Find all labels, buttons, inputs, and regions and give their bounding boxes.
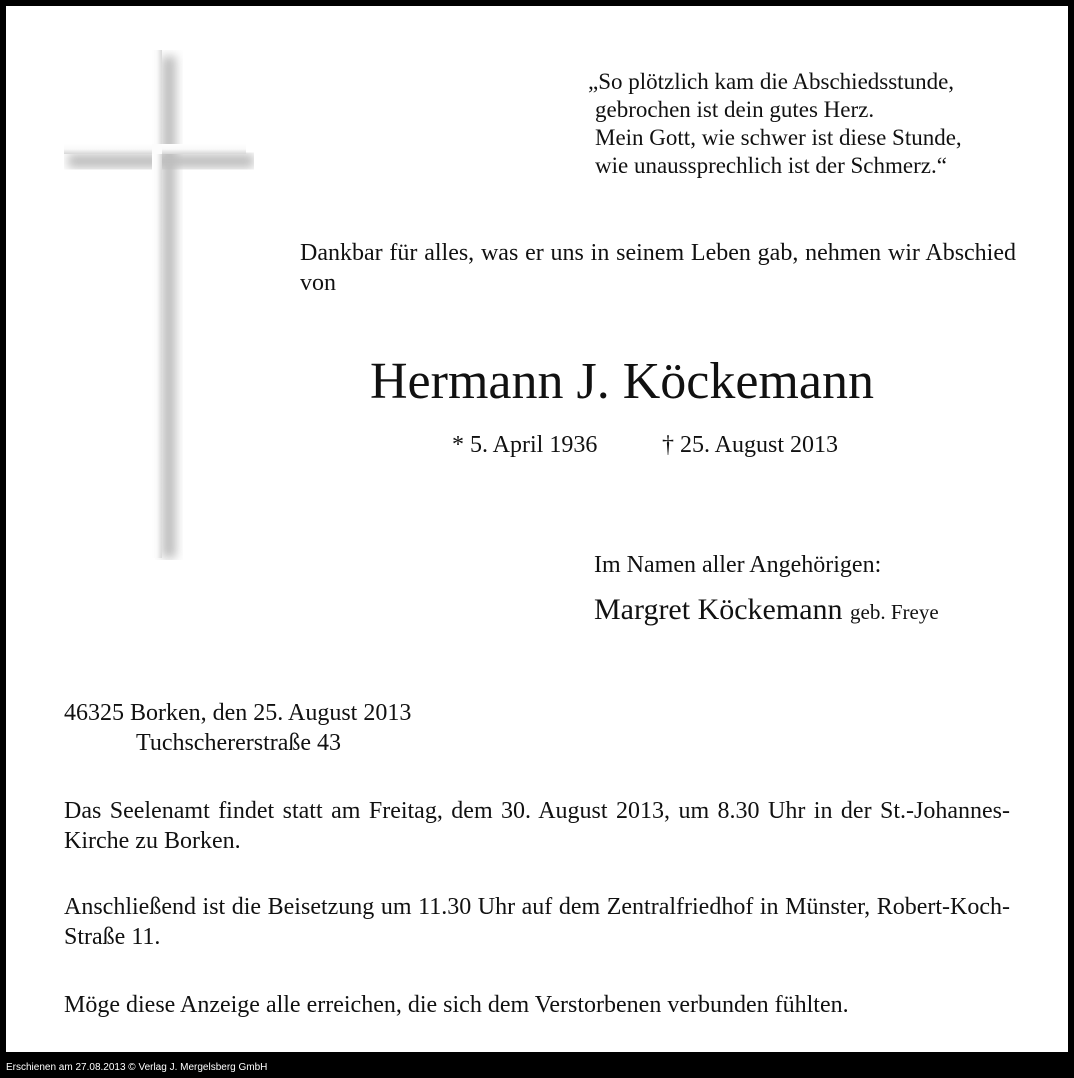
deceased-name: Hermann J. Köckemann <box>370 353 874 410</box>
obituary-card <box>6 6 1068 1052</box>
closing-note: Möge diese Anzeige alle erreichen, die sich dem Verstorbenen verbunden fühlten. <box>64 992 849 1018</box>
mourner-name: Margret Köckemann <box>594 593 843 626</box>
mass-notice: Das Seelenamt findet statt am Freitag, dem 30. August 2013, um 8.30 Uhr in der St.-Johannes-Kirche zu Borken. <box>64 798 1010 854</box>
intro-text: Dankbar für alles, was er uns in seinem Leben gab, nehmen wir Abschied von <box>300 240 1016 296</box>
place-date: 46325 Borken, den 25. August 2013 <box>64 700 412 726</box>
death-date: † 25. August 2013 <box>662 432 839 458</box>
quote-line: wie unaussprechlich ist der Schmerz.“ <box>595 153 947 178</box>
quote-line: Mein Gott, wie schwer ist diese Stunde, <box>595 125 962 150</box>
mourner-signature <box>594 592 939 630</box>
quote-line: gebrochen ist dein gutes Herz. <box>595 97 875 122</box>
on-behalf-label: Im Namen aller Angehörigen: <box>594 552 882 578</box>
publication-footer: Erschienen am 27.08.2013 © Verlag J. Mergelsberg GmbH <box>6 1062 268 1073</box>
street-address: Tuchschererstraße 43 <box>136 730 342 756</box>
birth-date: * 5. April 1936 <box>452 432 598 458</box>
quote-line: „So plötzlich kam die Abschiedsstunde, <box>588 69 955 94</box>
burial-notice: Anschließend ist die Beisetzung um 11.30 Uhr auf dem Zentralfriedhof in Münster, Robert-Koch-Straße 11. <box>64 894 1010 950</box>
cross-icon <box>64 50 254 560</box>
quote-verse <box>588 68 962 180</box>
mourner-maiden-name: geb. Freye <box>850 600 939 624</box>
